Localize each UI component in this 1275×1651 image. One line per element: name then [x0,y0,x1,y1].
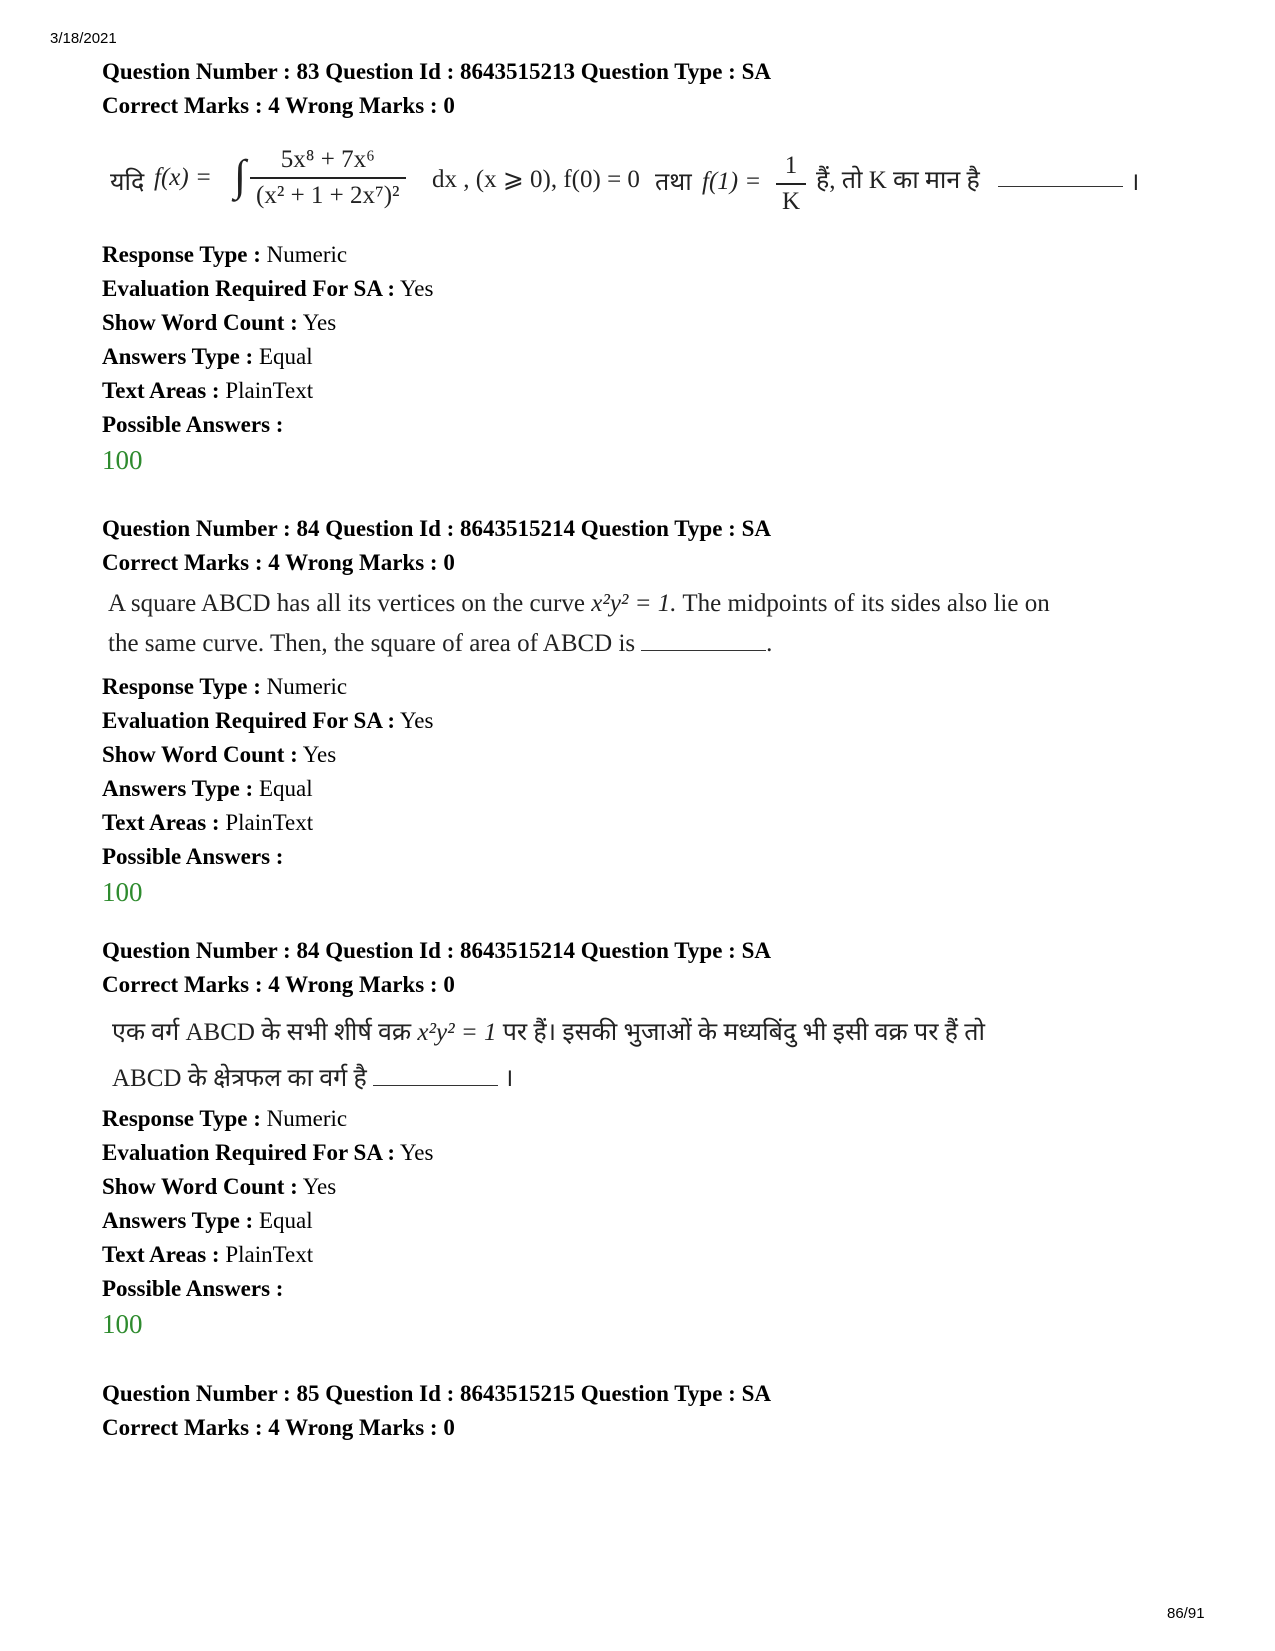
show-word-count: Yes [302,1174,337,1199]
question-text-line-2: the same curve. Then, the square of area of ABCD is . [108,630,773,657]
response-type: Numeric [266,242,348,267]
question-83 [102,55,1202,123]
question-83-equation [110,146,1200,236]
question-84-hi: Question Number : 84 Question Id : 8643515214 Question Type : SA Correct Marks : 4 Wrong Marks : 0 एक वर्ग ABCD के सभी शीर्ष वक्र x²y² = 1 पर हैं। इसकी भुजाओं के मध्यबिंदु भी इसी वक्र पर हैं तो ABCD के क्षेत्रफल का वर्ग है । Response Type : Numeric Evaluation Required For SA : Yes Show Word Count : Yes Answers Type : Equal Text Areas : PlainText Possible Answers : 100 [102,934,1202,1342]
eq-yadi: यदि [110,169,145,196]
question-title: Question Number : 83 Question Id : 8643515213 Question Type : SA [102,59,771,84]
question-marks: Correct Marks : 4 Wrong Marks : 0 [102,1415,455,1440]
possible-answer: 100 [102,1309,143,1339]
question-title: Question Number : 85 Question Id : 8643515215 Question Type : SA [102,1381,771,1406]
eq-dx: dx , (x ⩾ 0), f(0) = 0 [432,166,640,193]
question-83-meta: Response Type : Numeric Evaluation Required For SA : Yes Show Word Count : Yes Answers Type : Equal Text Areas : PlainText Possible Answers : 100 [102,238,1202,478]
eq-numerator: 5x⁸ + 7x⁶ [280,146,375,173]
evaluation-required: Yes [400,276,434,301]
eq-one-over-k: $\frac{1}{K}$ [776,152,806,216]
text-areas: PlainText [225,810,314,835]
possible-answer: 100 [102,877,143,907]
question-marks: Correct Marks : 4 Wrong Marks : 0 [102,93,455,118]
integral-sign: ∫ [234,151,247,200]
text-areas: PlainText [225,1242,314,1267]
question-84-en: Question Number : 84 Question Id : 8643515214 Question Type : SA Correct Marks : 4 Wrong Marks : 0 A square ABCD has all its vertices on the curve x²y² = 1. The midpoints of its sides also lie on the same curve. Then, the square of area of ABCD is . Response Type : Numeric Evaluation Required For SA : Yes Show Word Count : Yes Answers Type : Equal Text Areas : PlainText Possible Answers : 100 [102,512,1202,910]
print-date: 3/18/2021 [50,30,117,47]
answer-blank [373,1084,498,1086]
curve-equation: x²y² = 1 [417,1019,497,1046]
answers-type: Equal [258,1208,313,1233]
eq-end: । [1130,169,1140,196]
eq-f1: f(1) = [702,168,762,195]
question-marks: Correct Marks : 4 Wrong Marks : 0 [102,972,455,997]
question-title: Question Number : 84 Question Id : 8643515214 Question Type : SA [102,938,771,963]
possible-answer: 100 [102,445,143,475]
answer-blank [641,649,766,651]
question-text-line-1: A square ABCD has all its vertices on the curve x²y² = 1. The midpoints of its sides also lie on [108,590,1050,617]
eq-tatha: तथा [655,169,692,196]
question-text-line-2: ABCD के क्षेत्रफल का वर्ग है । [112,1065,514,1092]
answer-blank [998,186,1123,187]
response-type: Numeric [266,674,348,699]
eq-tail: हैं, तो K का मान है [816,167,980,194]
text-areas: PlainText [225,378,314,403]
response-type: Numeric [266,1106,348,1131]
evaluation-required: Yes [400,1140,434,1165]
show-word-count: Yes [302,742,337,767]
question-marks: Correct Marks : 4 Wrong Marks : 0 [102,550,455,575]
answers-type: Equal [258,344,313,369]
question-title: Question Number : 84 Question Id : 8643515214 Question Type : SA [102,516,771,541]
eq-fraction [250,146,406,210]
evaluation-required: Yes [400,708,434,733]
eq-denominator: (x² + 1 + 2x⁷)² [250,177,406,210]
show-word-count: Yes [302,310,337,335]
eq-fx: f(x) = [154,164,212,191]
answers-type: Equal [258,776,313,801]
question-85 [102,1377,1202,1445]
question-text-line-1: एक वर्ग ABCD के सभी शीर्ष वक्र x²y² = 1 पर हैं। इसकी भुजाओं के मध्यबिंदु भी इसी वक्र पर हैं तो [112,1019,985,1046]
page-number: 86/91 [1167,1605,1205,1622]
curve-equation: x²y² = 1. [591,590,677,617]
